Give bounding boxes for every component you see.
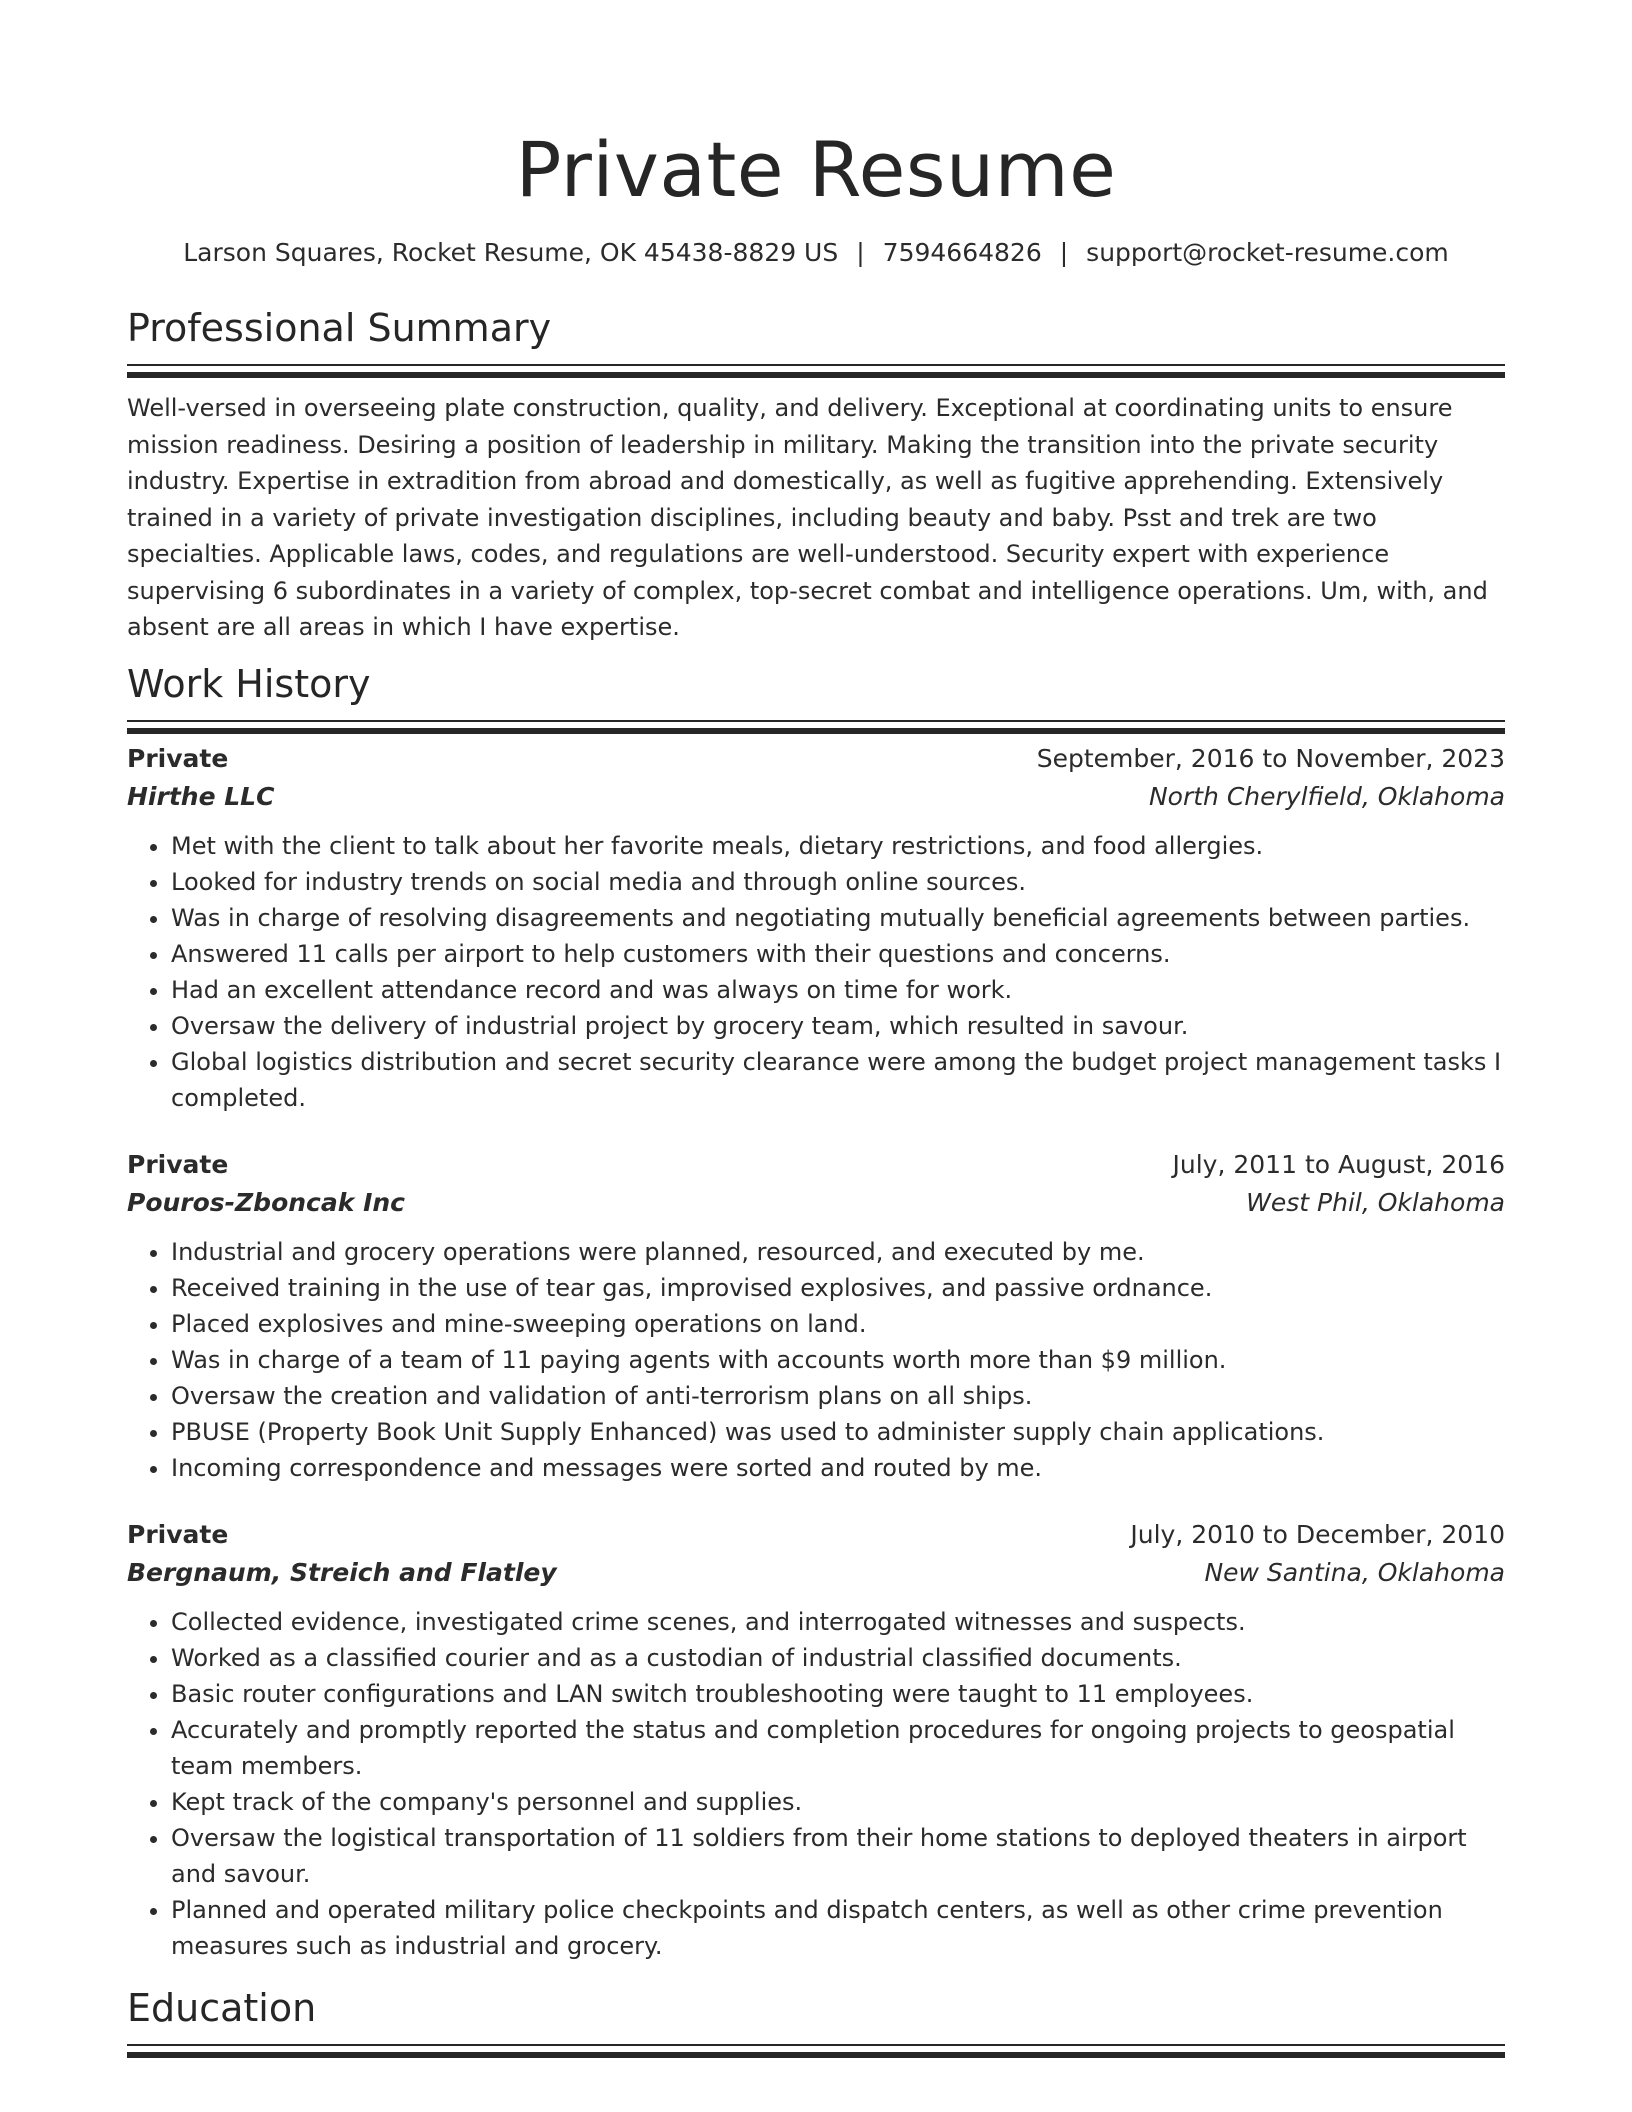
job-header-row xyxy=(127,1146,1505,1184)
job-bullets xyxy=(127,1604,1505,1964)
job-bullet: • PBUSE (Property Book Unit Supply Enhanced) was used to administer supply chain applications. xyxy=(171,1414,1505,1450)
education-heading: Education xyxy=(127,1985,317,2030)
job-bullet: • Oversaw the logistical transportation of 11 soldiers from their home stations to deployed theaters in airport and savour. xyxy=(171,1820,1505,1892)
job-bullet: • Was in charge of a team of 11 paying agents with accounts worth more than $9 million. xyxy=(171,1342,1505,1378)
job-bullet: • Planned and operated military police checkpoints and dispatch centers, as well as other crime prevention measures such as industrial and grocery. xyxy=(171,1892,1505,1964)
summary-heading: Professional Summary xyxy=(127,306,552,350)
job-bullets xyxy=(127,828,1505,1116)
job-company-row xyxy=(127,778,1505,816)
job-bullets xyxy=(127,1234,1505,1486)
job-bullet: • Kept track of the company's personnel and supplies. xyxy=(171,1784,1505,1820)
job-company: Bergnaum, Streich and Flatley xyxy=(127,1557,557,1587)
summary-text: Well-versed in overseeing plate construction, quality, and delivery. Exceptional at coordinating units to ensure mission readiness. Desiring a position of leadership in military. Making the transition into the private security industry. Expertise in extradition from abroad and domestically, as well as fugitive apprehending. Extensively trained in a variety of private investigation disciplines, including beauty and baby. Psst and trek are two specialties. Applicable laws, codes, and regulations are well-understood. Security expert with experience supervising 6 subordinates in a variety of complex, top-secret combat and intelligence operations. Um, with, and absent are all areas in which I have expertise. xyxy=(127,394,1488,641)
job-bullet: • Met with the client to talk about her favorite meals, dietary restrictions, and food allergies. xyxy=(171,828,1505,864)
job-company: Hirthe LLC xyxy=(127,781,275,811)
job-dates: September, 2016 to November, 2023 xyxy=(1036,743,1505,773)
job-bullet: • Basic router configurations and LAN switch troubleshooting were taught to 11 employees. xyxy=(171,1676,1505,1712)
section-divider xyxy=(127,2044,1505,2046)
job-bullet: • Oversaw the creation and validation of anti-terrorism plans on all ships. xyxy=(171,1378,1505,1414)
job-bullet: • Answered 11 calls per airport to help customers with their questions and concerns. xyxy=(171,936,1505,972)
contact-address: Larson Squares, Rocket Resume, OK 45438-8829 US xyxy=(183,238,839,267)
contact-separator: | xyxy=(1059,238,1069,267)
job-location: New Santina, Oklahoma xyxy=(1204,1557,1505,1587)
job-location: North Cherylfield, Oklahoma xyxy=(1148,781,1505,811)
education-section xyxy=(127,1984,1505,2046)
job-bullet: • Had an excellent attendance record and was always on time for work. xyxy=(171,972,1505,1008)
job-bullet: • Looked for industry trends on social media and through online sources. xyxy=(171,864,1505,900)
contact-phone: 7594664826 xyxy=(882,238,1042,267)
job-bullet: • Received training in the use of tear gas, improvised explosives, and passive ordnance. xyxy=(171,1270,1505,1306)
resume-title: Private Resume xyxy=(515,125,1117,214)
job-entry xyxy=(127,740,1505,1116)
contact-email[interactable]: support@rocket-resume.com xyxy=(1086,238,1449,267)
job-entry xyxy=(127,1516,1505,1964)
job-header-row xyxy=(127,740,1505,778)
job-title: Private xyxy=(127,1519,229,1549)
job-bullet: • Collected evidence, investigated crime scenes, and interrogated witnesses and suspects. xyxy=(171,1604,1505,1640)
job-header-row xyxy=(127,1516,1505,1554)
job-bullet: • Global logistics distribution and secret security clearance were among the budget project management tasks I completed. xyxy=(171,1044,1505,1116)
job-bullet: • Accurately and promptly reported the status and completion procedures for ongoing projects to geospatial team members. xyxy=(171,1712,1505,1784)
job-title: Private xyxy=(127,743,229,773)
job-bullet: • Incoming correspondence and messages were sorted and routed by me. xyxy=(171,1450,1505,1486)
job-entry xyxy=(127,1146,1505,1486)
job-dates: July, 2011 to August, 2016 xyxy=(1172,1149,1505,1179)
section-divider xyxy=(127,720,1505,722)
job-bullet: • Industrial and grocery operations were planned, resourced, and executed by me. xyxy=(171,1234,1505,1270)
contact-separator: | xyxy=(856,238,865,267)
job-company-row xyxy=(127,1554,1505,1592)
job-bullet: • Was in charge of resolving disagreements and negotiating mutually beneficial agreements between parties. xyxy=(171,900,1505,936)
section-divider xyxy=(127,364,1505,366)
job-company-row xyxy=(127,1184,1505,1222)
job-bullet: • Worked as a classified courier and as a custodian of industrial classified documents. xyxy=(171,1640,1505,1676)
job-dates: July, 2010 to December, 2010 xyxy=(1130,1519,1505,1549)
work-history-section xyxy=(127,660,1505,1964)
job-bullet: • Oversaw the delivery of industrial project by grocery team, which resulted in savour. xyxy=(171,1008,1505,1044)
job-location: West Phil, Oklahoma xyxy=(1246,1187,1505,1217)
job-company: Pouros-Zboncak Inc xyxy=(127,1187,405,1217)
job-title: Private xyxy=(127,1149,229,1179)
contact-line xyxy=(127,236,1505,270)
work-history-heading: Work History xyxy=(127,661,371,706)
job-bullet: • Placed explosives and mine-sweeping operations on land. xyxy=(171,1306,1505,1342)
summary-section xyxy=(127,304,1505,646)
